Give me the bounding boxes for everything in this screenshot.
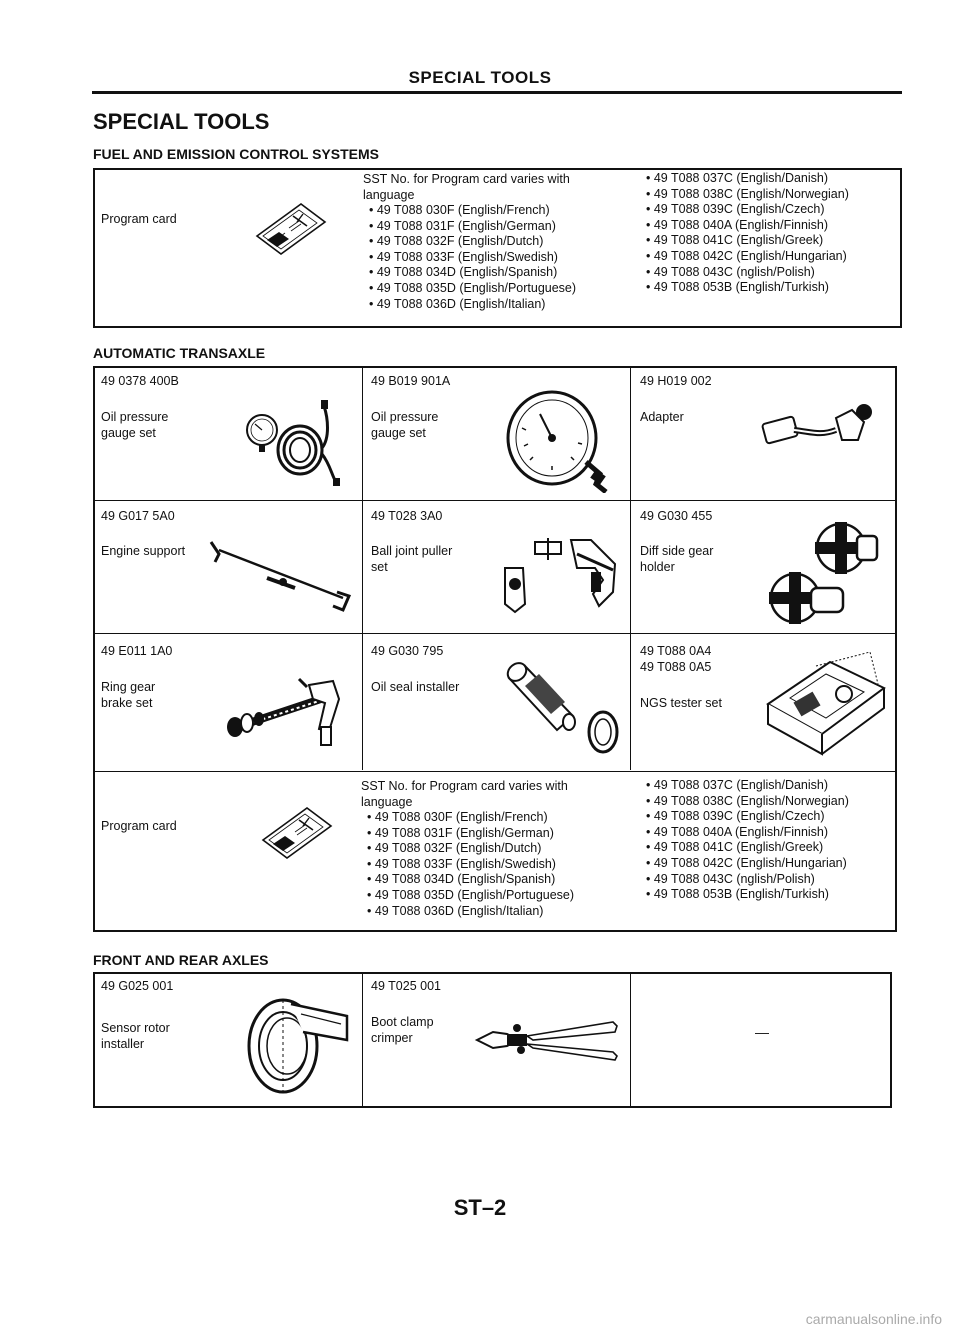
tool-name: Oil pressure [101,410,169,424]
tool-name: set [371,560,388,574]
boot-clamp-crimper-icon [473,1014,623,1064]
list-item: • 49 T088 031F (English/German) [367,825,554,840]
pressure-gauge-hose-icon [240,398,355,488]
side-gear-holder-icon [759,516,883,634]
pressure-gauge-icon [500,388,620,493]
list-item: • 49 T088 041C (English/Greek) [646,840,824,855]
list-item: • 49 T088 039C (English/Czech) [646,202,825,217]
tool-name: brake set [101,696,153,710]
section-title-axles: FRONT AND REAR AXLES [93,952,269,968]
column-divider [362,974,363,1106]
tool-code: 49 H019 002 [640,374,712,388]
tool-name: Program card [101,819,177,833]
tool-name: Sensor rotor [101,1021,170,1035]
list-item: • 49 T088 033F (English/Swedish) [369,249,558,264]
tool-name: gauge set [101,426,156,440]
list-item: • 49 T088 036D (English/Italian) [367,903,544,918]
tool-name: Boot clamp [371,1015,434,1029]
tool-code: 49 T028 3A0 [371,509,443,523]
ball-joint-puller-icon [495,534,625,614]
oil-seal-installer-icon [495,660,625,760]
list-item: • 49 T088 032F (English/Dutch) [367,841,542,856]
list-item: • 49 T088 043C (nglish/Polish) [646,871,815,886]
tool-code: 49 T025 001 [371,979,441,993]
program-card-left-list [369,203,576,312]
list-item: • 49 T088 035D (English/Portuguese) [367,887,575,902]
program-card-intro-2: language [361,795,413,809]
tool-name: gauge set [371,426,426,440]
ring-gear-brake-icon [221,673,351,753]
sensor-rotor-installer-icon [243,988,355,1098]
list-item: • 49 T088 037C (English/Danish) [646,171,829,185]
section-title-fuel: FUEL AND EMISSION CONTROL SYSTEMS [93,146,379,162]
program-card-left-list [367,810,574,919]
engine-support-bar-icon [207,536,357,616]
tool-name: crimper [371,1031,413,1045]
list-item: • 49 T088 030F (English/French) [369,203,550,217]
program-card-icon [253,200,328,256]
list-item: • 49 T088 053B (English/Turkish) [646,280,829,295]
tool-code: 49 G025 001 [101,979,174,993]
tool-name: Diff side gear [640,544,714,558]
fuel-program-card-table [93,168,902,328]
list-item: • 49 T088 040A (English/Finnish) [646,824,829,839]
program-card-intro-1: SST No. for Program card varies with [363,172,570,186]
tool-name: Adapter [640,410,684,424]
list-item: • 49 T088 040A (English/Finnish) [646,217,829,232]
empty-cell-dash: — [755,1024,769,1040]
section-title-atx: AUTOMATIC TRANSAXLE [93,345,266,361]
list-item: • 49 T088 033F (English/Swedish) [367,856,556,871]
tool-code: 49 G030 795 [371,644,444,658]
axle-tools-table [93,972,892,1108]
tool-code: 49 G030 455 [640,509,713,523]
program-card-intro-1: SST No. for Program card varies with [361,779,568,793]
column-divider [630,974,631,1106]
row-divider [95,500,895,501]
atx-tools-table [93,366,897,932]
tool-name: holder [640,560,675,574]
tool-name: Ball joint puller [371,544,453,558]
tester-case-icon [760,648,890,758]
list-item: • 49 T088 034D (English/Spanish) [367,872,556,887]
header-rule [92,91,902,94]
list-item: • 49 T088 038C (English/Norwegian) [646,186,849,201]
list-item: • 49 T088 035D (English/Portuguese) [369,280,577,295]
tool-name: NGS tester set [640,696,722,710]
list-item: • 49 T088 036D (English/Italian) [369,296,546,311]
tool-name: Ring gear [101,680,156,694]
tool-code: 49 G017 5A0 [101,509,175,523]
list-item: • 49 T088 042C (English/Hungarian) [646,855,847,870]
list-item: • 49 T088 043C (nglish/Polish) [646,264,815,279]
row-divider [95,771,895,772]
program-card-intro-2: language [363,188,415,202]
program-card-right-list [646,778,849,903]
list-item: • 49 T088 030F (English/French) [367,810,548,824]
column-divider [630,368,631,770]
tool-name: Program card [101,212,177,226]
tool-code: 49 T088 0A4 [640,644,712,658]
list-item: • 49 T088 032F (English/Dutch) [369,234,544,249]
tool-code: 49 B019 901A [371,374,451,388]
page-title: SPECIAL TOOLS [93,109,270,134]
list-item: • 49 T088 037C (English/Danish) [646,778,829,792]
column-divider [362,368,363,770]
list-item: • 49 T088 038C (English/Norwegian) [646,793,849,808]
program-card-icon [259,804,334,860]
tool-code: 49 0378 400B [101,374,179,388]
page-number: ST–2 [453,1195,507,1220]
list-item: • 49 T088 031F (English/German) [369,218,556,233]
adapter-fitting-icon [760,400,880,450]
list-item: • 49 T088 039C (English/Czech) [646,809,825,824]
tool-name: Engine support [101,544,186,558]
watermark: carmanualsonline.info [805,1311,942,1327]
tool-name: Oil seal installer [371,680,460,694]
tool-name: installer [101,1037,145,1051]
list-item: • 49 T088 053B (English/Turkish) [646,887,829,902]
list-item: • 49 T088 034D (English/Spanish) [369,265,558,280]
running-header: SPECIAL TOOLS [408,68,552,87]
list-item: • 49 T088 042C (English/Hungarian) [646,248,847,263]
program-card-right-list [646,171,849,296]
tool-code: 49 T088 0A5 [640,660,712,674]
tool-name: Oil pressure [371,410,439,424]
tool-code: 49 E011 1A0 [101,644,173,658]
list-item: • 49 T088 041C (English/Greek) [646,233,824,248]
